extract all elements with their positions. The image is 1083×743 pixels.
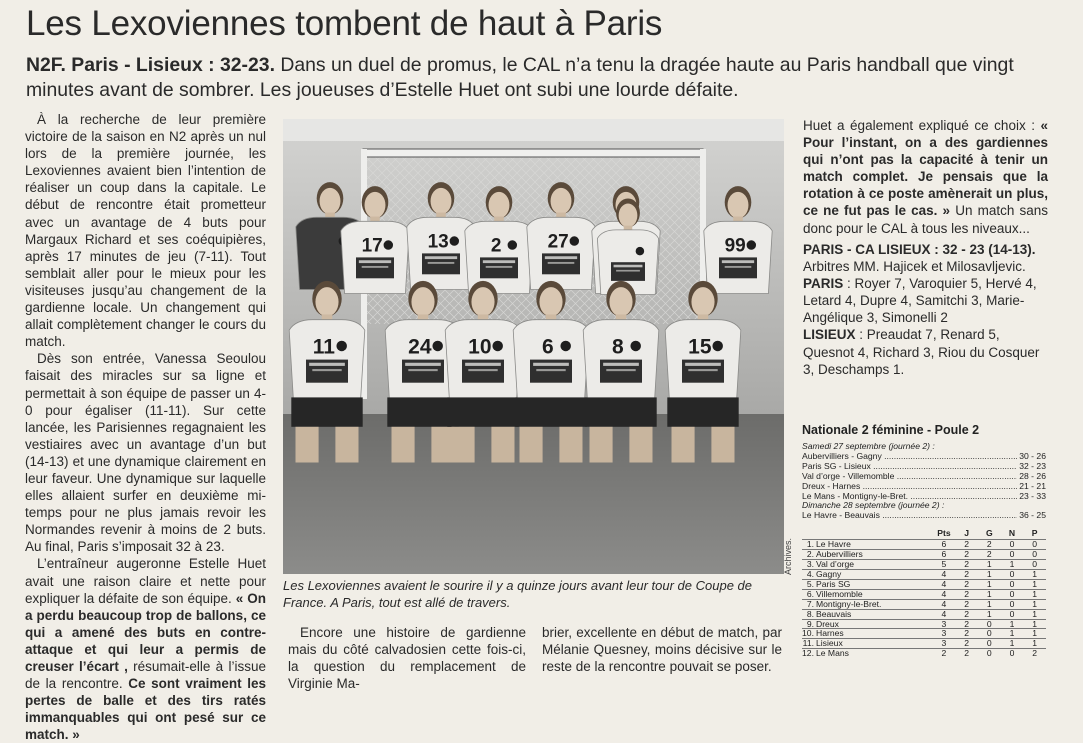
stat-cell: 2 xyxy=(955,609,978,619)
table-row xyxy=(802,649,1046,658)
stat-cell: 2 xyxy=(955,599,978,609)
article-column-1 xyxy=(25,111,266,743)
team-label: PARIS xyxy=(803,276,844,292)
stat-cell: 0 xyxy=(1001,609,1024,619)
match-teams: Le Havre - Beauvais ..... xyxy=(802,511,1017,521)
match-score: 28 - 26 xyxy=(1019,470,1046,481)
quote: Ce sont vraiment les pertes de balle et des tirs ratés immanquables qui ont pesé sur ce match. » xyxy=(25,676,267,743)
stat-cell: 0 xyxy=(1001,579,1024,589)
stat-cell: 5 xyxy=(933,560,956,570)
stat-cell: 1 xyxy=(1023,639,1046,649)
matchday-label: Samedi 27 septembre (journée 2) : xyxy=(802,441,935,451)
column-header: G xyxy=(985,528,993,539)
team-name: Val d’orge xyxy=(816,560,933,570)
article-column-2b xyxy=(542,624,782,675)
stat-cell: 3 xyxy=(933,639,956,649)
stat-cell: 4 xyxy=(933,569,956,579)
team-name: Le Mans xyxy=(816,649,933,658)
match-list xyxy=(802,511,1046,521)
jersey-number: 15 xyxy=(688,335,712,359)
column-header: Pts xyxy=(937,528,951,539)
paragraph xyxy=(25,555,266,743)
stat-cell: 1 xyxy=(1023,599,1046,609)
match-score: 23 - 33 xyxy=(1019,490,1046,501)
stat-cell: 3 xyxy=(933,629,956,639)
article-column-2a xyxy=(288,624,526,692)
stat-cell: 2 xyxy=(933,649,956,658)
match-teams: Aubervilliers - Gagny ..... xyxy=(802,452,1017,462)
table-row xyxy=(802,540,1046,550)
table-row xyxy=(802,550,1046,560)
match-row xyxy=(802,482,1046,492)
rank: 6. xyxy=(802,589,816,599)
stat-cell: 0 xyxy=(978,649,1001,658)
paragraph: Encore une histoire de gardienne mais du côté calvadosien cette fois-ci, la question du remplacement de Virginie Ma- xyxy=(288,625,526,692)
team-name: Paris SG xyxy=(816,579,933,589)
rank: 10. xyxy=(802,628,814,639)
match-row xyxy=(802,462,1046,472)
rank: 2. xyxy=(802,550,816,560)
stat-cell: 0 xyxy=(978,639,1001,649)
standfirst-text: Dans un duel de promus, le CAL n’a tenu la dragée haute au Paris handball que vingt minutes avant de sombrer. Les joueuses d’Estelle Huet ont subi une lourde défaite. xyxy=(26,54,1014,101)
jersey-number: 27 xyxy=(547,231,569,253)
table-row xyxy=(802,639,1046,649)
stat-cell: 2 xyxy=(955,569,978,579)
stat-cell: 2 xyxy=(955,550,978,560)
table-row xyxy=(802,589,1046,599)
stat-cell: 0 xyxy=(1001,550,1024,560)
rank: 1. xyxy=(802,540,816,550)
team-name: Harnes xyxy=(816,629,933,639)
match-teams: Paris SG - Lisieux ..... xyxy=(802,462,1017,472)
text: L’entraîneur augeronne Estelle Huet avait une raison claire et nette pour expliquer la défaite de son équipe. xyxy=(25,556,266,606)
stat-cell: 3 xyxy=(933,619,956,629)
stat-cell: 1 xyxy=(1023,589,1046,599)
team-label: LISIEUX xyxy=(803,327,856,343)
paris-scorers xyxy=(803,275,1048,326)
jersey-number: 99 xyxy=(724,235,746,257)
stat-cell: 1 xyxy=(1001,619,1024,629)
rank: 12. xyxy=(802,648,814,659)
result-title: PARIS - CA LISIEUX : 32 - 23 (14-13). xyxy=(803,242,1036,257)
team-name: Lisieux xyxy=(816,639,933,649)
photo-caption: Les Lexoviennes avaient le sourire il y a quinze jours avant leur tour de Coupe de France. A Paris, tout est allé de travers. xyxy=(283,578,753,610)
stat-cell: 6 xyxy=(933,540,956,550)
stat-cell: 2 xyxy=(955,589,978,599)
stat-cell: 1 xyxy=(978,579,1001,589)
match-score: 36 - 25 xyxy=(1019,510,1046,521)
table-row xyxy=(802,569,1046,579)
stat-cell: 0 xyxy=(978,629,1001,639)
lisieux-scorers xyxy=(803,326,1048,377)
stat-cell: 1 xyxy=(978,599,1001,609)
scorers-list: : Preaudat 7, Renard 5, Quesnot 4, Richard 3, Riou du Cosquer 3, Deschamps 1. xyxy=(803,327,1040,377)
stat-cell: 1 xyxy=(1023,609,1046,619)
referees: Arbitres MM. Hajicek et Milosavljevic. xyxy=(803,259,1026,275)
stat-cell: 6 xyxy=(933,550,956,560)
rank: 5. xyxy=(802,579,816,589)
stat-cell: 2 xyxy=(955,560,978,570)
column-header: N xyxy=(1008,528,1016,539)
table-row xyxy=(802,619,1046,629)
match-list xyxy=(802,452,1046,502)
stat-cell: 0 xyxy=(978,619,1001,629)
stat-cell: 2 xyxy=(978,540,1001,550)
table-row xyxy=(802,560,1046,570)
match-teams: Le Mans - Montigny-le-Bret. ..... xyxy=(802,492,1017,502)
stat-cell: 2 xyxy=(955,639,978,649)
scorers-list: : Royer 7, Varoquier 5, Hervé 4, Letard 4, Dupre 4, Samitchi 3, Marie-Angélique 3, Simonelli 2 xyxy=(803,276,1037,326)
quote: « On a perdu beaucoup trop de ballons, ce qui a amené des buts en contre-attaque et qui leur a permis de creuser l’écart , xyxy=(25,590,266,674)
match-row xyxy=(802,452,1046,462)
standings-table xyxy=(802,528,1046,658)
team-photo xyxy=(283,119,784,574)
paragraph: Dès son entrée, Vanessa Seoulou faisait des miracles sur sa ligne et permettait à son équipe de passer un 4-0 pour égaliser (11-11). Sur cette lancée, les Parisiennes regagnaient les vestiaires avec un avantage d’un but (14-13) et une dynamique clairement en leur faveur. Une dynamique sur laquelle elles allaient surfer en deuxième mi-temps pour ne plus jamais revoir les Normandes revenir à moins de 2 buts. Au final, Paris s’imposait 32 à 23. xyxy=(25,351,266,555)
matchday-label: Dimanche 28 septembre (journée 2) : xyxy=(802,500,945,511)
stat-cell: 1 xyxy=(1001,629,1024,639)
stat-cell: 0 xyxy=(1001,649,1024,658)
stat-cell: 1 xyxy=(978,569,1001,579)
stat-cell: 1 xyxy=(1023,619,1046,629)
stat-cell: 2 xyxy=(978,550,1001,560)
standfirst xyxy=(26,53,1071,102)
table-row xyxy=(802,599,1046,609)
match-score: 21 - 21 xyxy=(1019,480,1046,491)
table-row xyxy=(802,609,1046,619)
stat-cell: 2 xyxy=(955,579,978,589)
match-teams: Dreux - Harnes ..... xyxy=(802,482,1017,492)
text: Huet a également expliqué ce choix : xyxy=(803,118,1041,133)
stat-cell: 4 xyxy=(933,599,956,609)
paragraph: À la recherche de leur première victoire de la saison en N2 après un nul lors de la première journée, les Lexoviennes avaient bien l’intention de réaliser un coup dans la capitale. Le début de rencontre était prometteur avec un avantage de 4 buts pour Margaux Richard et ses coéquipières, après 17 minutes de jeu (7-11). Tout semblait aller pour le mieux pour les visiteuses jusqu’au changement de la gardienne locale. Un changement qui allait complètement changer le cours du match. xyxy=(25,112,266,350)
team-name: Montigny-le-Bret. xyxy=(816,599,933,609)
stat-cell: 4 xyxy=(933,609,956,619)
stat-cell: 1 xyxy=(978,589,1001,599)
stat-cell: 2 xyxy=(1023,649,1046,658)
standfirst-lead: N2F. Paris - Lisieux : 32-23. xyxy=(26,54,275,76)
stat-cell: 1 xyxy=(1001,639,1024,649)
rank: 8. xyxy=(802,609,816,619)
jersey-number: 6 xyxy=(542,335,554,359)
rank: 9. xyxy=(802,619,816,629)
team-name: Gagny xyxy=(816,569,933,579)
jersey-number: 24 xyxy=(408,335,432,359)
paragraph: brier, excellente en début de match, par Mélanie Quesney, moins décisive sur le reste de la rencontre pouvait se poser. xyxy=(542,625,782,675)
stat-cell: 0 xyxy=(1001,599,1024,609)
column-header: P xyxy=(1031,528,1038,539)
stat-cell: 1 xyxy=(1001,560,1024,570)
rank: 3. xyxy=(802,560,816,570)
league-box xyxy=(802,422,1046,658)
stat-cell: 1 xyxy=(1023,569,1046,579)
paragraph xyxy=(803,117,1048,237)
jersey-number: 13 xyxy=(427,231,449,253)
stat-cell: 2 xyxy=(955,540,978,550)
match-teams: Val d’orge - Villemomble ..... xyxy=(802,472,1017,482)
stat-cell: 1 xyxy=(1023,629,1046,639)
team-name: Aubervilliers xyxy=(816,550,933,560)
stat-cell: 0 xyxy=(1023,560,1046,570)
stat-cell: 1 xyxy=(1023,579,1046,589)
match-result-box xyxy=(803,241,1048,378)
photo-credit: Archives. xyxy=(783,537,793,575)
jersey-number: 11 xyxy=(312,335,335,359)
stat-cell: 0 xyxy=(1001,569,1024,579)
stat-cell: 0 xyxy=(1023,540,1046,550)
stat-cell: 4 xyxy=(933,589,956,599)
stat-cell: 0 xyxy=(1001,589,1024,599)
stat-cell: 2 xyxy=(955,629,978,639)
text: résumait-elle à l’issue de la rencontre. xyxy=(25,659,266,692)
column-header: J xyxy=(964,528,970,539)
league-title: Nationale 2 féminine - Poule 2 xyxy=(802,423,980,437)
stat-cell: 2 xyxy=(955,619,978,629)
headline: Les Lexoviennes tombent de haut à Paris xyxy=(26,4,663,43)
jersey-number: 10 xyxy=(468,335,492,359)
table-row xyxy=(802,579,1046,589)
team-name: Villemomble xyxy=(816,589,933,599)
team-name: Dreux xyxy=(816,619,933,629)
jersey-number: 2 xyxy=(490,235,502,257)
text: Un match sans donc pour le CAL à tous les niveaux... xyxy=(803,203,1048,236)
stat-cell: 0 xyxy=(1001,540,1024,550)
team-name: Le Havre xyxy=(816,540,933,550)
rank: 7. xyxy=(802,599,816,609)
stat-cell: 4 xyxy=(933,579,956,589)
rank: 11. xyxy=(802,638,814,649)
jersey-number: 8 xyxy=(612,335,624,359)
team-name: Beauvais xyxy=(816,609,933,619)
rank: 4. xyxy=(802,569,816,579)
stat-cell: 1 xyxy=(978,609,1001,619)
match-score: 30 - 26 xyxy=(1019,450,1046,461)
stat-cell: 2 xyxy=(955,649,978,658)
jersey-number: 17 xyxy=(361,235,383,257)
table-row xyxy=(802,629,1046,639)
match-score: 32 - 23 xyxy=(1019,460,1046,471)
quote: « Pour l’instant, on a des gardiennes qui n’ont pas la capacité à tenir un match complet. Je pensais que la rotation à ce poste amènerait un plus, ce ne fut pas le cas. » xyxy=(803,118,1048,219)
match-row xyxy=(802,472,1046,482)
stat-cell: 0 xyxy=(1023,550,1046,560)
article-column-3 xyxy=(803,117,1048,237)
match-row xyxy=(802,511,1046,521)
stat-cell: 1 xyxy=(978,560,1001,570)
